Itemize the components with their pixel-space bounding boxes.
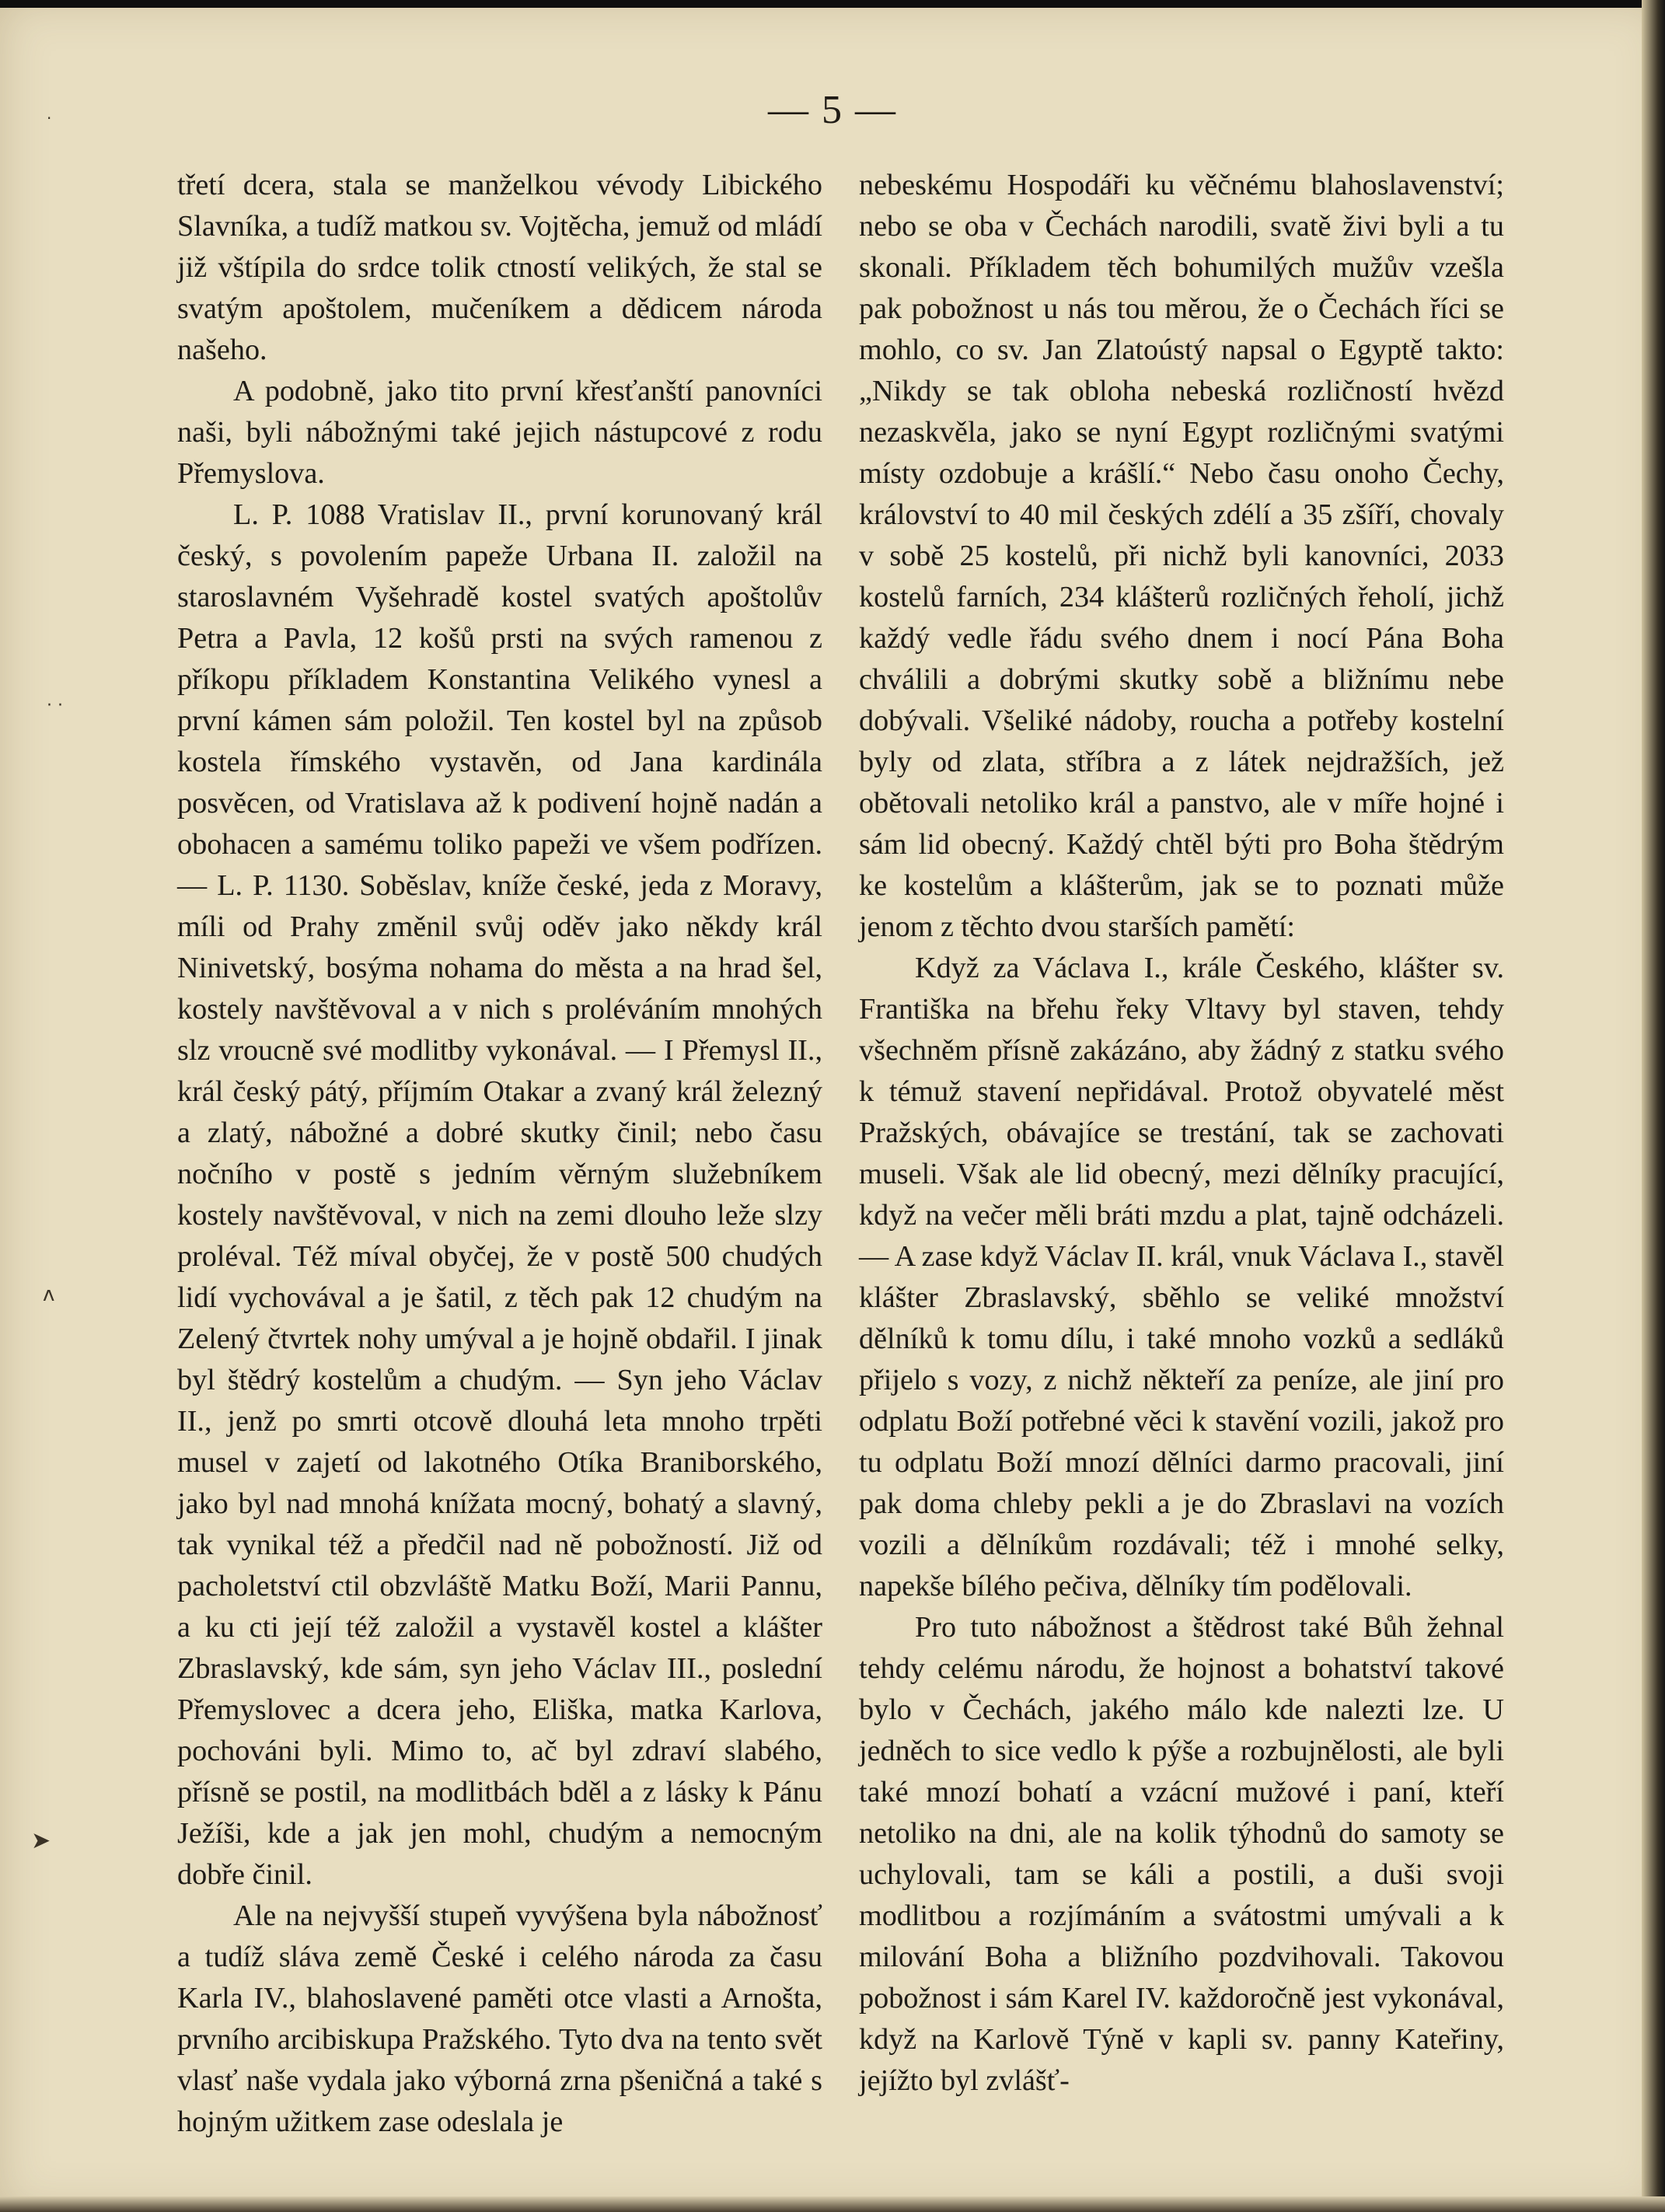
page-top-edge bbox=[0, 0, 1665, 8]
margin-speck-mark: · · bbox=[47, 696, 63, 715]
paragraph: Ale na nejvyšší stupeň vyvýšena byla nábožnosť a tudíž sláva země České i celého národa za času Karla IV., blahoslavené paměti otce vlasti a Arnošta, prvního arcibiskupa Pražského. Tyto dva na tento svět vlasť naše vydala jako výborná zrna pšeničná a také s hojným užitkem zase odeslala je bbox=[177, 1899, 822, 2138]
margin-arrow-mark: ➤ bbox=[31, 1827, 51, 1854]
margin-speck-mark: · bbox=[47, 109, 52, 128]
page-right-edge bbox=[1642, 0, 1665, 2212]
paragraph: L. P. 1088 Vratislav II., první korunovaný král český, s povolením papeže Urbana II. založil na staroslavném Vyšehradě kostel svatých apoštolův Petra a Pavla, 12 košů prsti na svých ramenou z příkopu příkladem Konstantina Velikého vynesl a první kámen sám položil. Ten kostel byl na způsob kostela římského vystavěn, od Jana kardinála posvěcen, od Vratislava až k podivení hojně nadán a obohacen a samému toliko papeži ve všem podřízen. — L. P. 1130. Soběslav, kníže české, jeda z Moravy, míli od Prahy změnil svůj oděv jako někdy král Ninivetský, bosýma nohama do města a na hrad šel, kostely navštěvoval a v nich s proléváním mnohých slz vroucně své modlitby vykonával. — I Přemysl II., král český pátý, příjmím Otakar a zvaný král železný a zlatý, nábožné a dobré skutky činil; nebo času nočního v postě s jedním věrným služebníkem kostely navštěvoval, v nich na zemi dlouho leže slzy proléval. Též míval obyčej, že v postě 500 chudých lidí vychovával a je šatil, z těch pak 12 chudým na Zelený čtvrtek nohy umýval a je hojně obdařil. I jinak byl štědrý kostelům a chudým. — Syn jeho Václav II., jenž po smrti otcově dlouhá leta mnoho trpěti musel v zajetí od lakotného Otíka Braniborského, jako byl nad mnohá knížata mocný, bohatý a slavný, tak vynikal též a předčil nad ně pobožností. Již od pacholetství ctil obzvláště Matku Boží, Marii Pannu, a ku cti její též založil a vystavěl kostel a klášter Zbraslavský, kde sám, syn jeho Václav III., poslední Přemyslovec a dcera jeho, Eliška, matka Karlova, pochováni byli. Mimo to, ač byl zdraví slabého, přísně se postil, na modlitbách bděl a z lásky k Pánu Ježíši, kde a jak jen mohl, chudým a nemocným dobře činil. bbox=[177, 498, 822, 1891]
paragraph: A podobně, jako tito první křesťanští panovníci naši, byli nábožnými také jejich nástupcové z rodu Přemyslova. bbox=[177, 375, 822, 490]
page-number: — 5 — bbox=[768, 88, 897, 132]
paragraph: Pro tuto nábožnost a štědrost také Bůh žehnal tehdy celému národu, že hojnost a bohatství takové bylo v Čechách, jakého málo kde nalezti lze. U jedněch to sice vedlo k pýše a rozbujnělosti, ale byli také mnozí bohatí a vzácní mužové i paní, kteří netoliko na dni, ale na kolik týhodnů do samoty se uchylovali, tam se káli a postili, a duši svoji modlitbou a rozjímáním a svátostmi umývali a k milování Boha a bližního pozdvihovali. Takovou pobožnost i sám Karel IV. každoročně jest vykonával, když na Karlově Týně v kapli sv. panny Kateřiny, jejížto byl zvlášť- bbox=[859, 1611, 1504, 2097]
right-column bbox=[859, 165, 1504, 2102]
left-column bbox=[177, 165, 822, 2143]
margin-speck-mark: ʌ bbox=[43, 1283, 55, 1306]
paragraph: Když za Václava I., krále Českého, klášter sv. Františka na břehu řeky Vltavy byl staven, tehdy všechněm přísně zakázáno, aby žádný z statku svého k témuž stavení nepřidával. Protož obyvatelé měst Pražských, obávajíce se trestání, tak se zachovati museli. Však ale lid obecný, mezi dělníky pracující, když na večer měli bráti mzdu a plat, tajně odcházeli. — A zase když Václav II. král, vnuk Václava I., stavěl klášter Zbraslavský, sběhlo se veliké množství dělníků k tomu dílu, i také mnoho vozků a sedláků přijelo s vozy, z nichž někteří za peníze, ale jiní pro odplatu Boží potřebné věci k stavění vozili, jakož pro tu odplatu Boží mnozí dělníci darmo pracovali, jiní pak doma chleby pekli a je do Zbraslavi na vozích vozili a dělníkům rozdávali; též i mnohé selky, napekše bílého pečiva, dělníky tím podělovali. bbox=[859, 952, 1504, 1602]
paragraph: třetí dcera, stala se manželkou vévody Libického Slavníka, a tudíž matkou sv. Vojtěcha, jemuž od mládí již vštípila do srdce tolik ctností velikých, že stal se svatým apoštolem, mučeníkem a dědicem národa našeho. bbox=[177, 169, 822, 366]
page-bottom-edge bbox=[0, 2196, 1665, 2212]
paragraph: nebeskému Hospodáři ku věčnému blahoslavenství; nebo se oba v Čechách narodili, svatě živi byli a tu skonali. Příkladem těch bohumilých mužův vzešla pak pobožnost u nás tou měrou, že o Čechách říci se mohlo, co sv. Jan Zlatoústý napsal o Egyptě takto: „Nikdy se tak obloha nebeská rozličností hvězd nezaskvěla, jako se nyní Egypt rozličnými svatými místy ozdobuje a krášlí.“ Nebo času onoho Čechy, království to 40 mil českých zdélí a 35 zšíří, chovaly v sobě 25 kostelů, při nichž byli kanovníci, 2033 kostelů farních, 234 klášterů rozličných řeholí, jichž každý vedle řádu svého dnem i nocí Pána Boha chválili a dobrými skutky sobě a bližnímu nebe dobývali. Všeliké nádoby, roucha a potřeby kostelní byly od zlata, stříbra a z látek nejdražších, jež obětovali netoliko král a panstvo, ale v míře hojné i sám lid obecný. Každý chtěl býti pro Boha štědrým ke kostelům a klášterům, jak se to poznati může jenom z těchto dvou starších pamětí: bbox=[859, 169, 1504, 943]
